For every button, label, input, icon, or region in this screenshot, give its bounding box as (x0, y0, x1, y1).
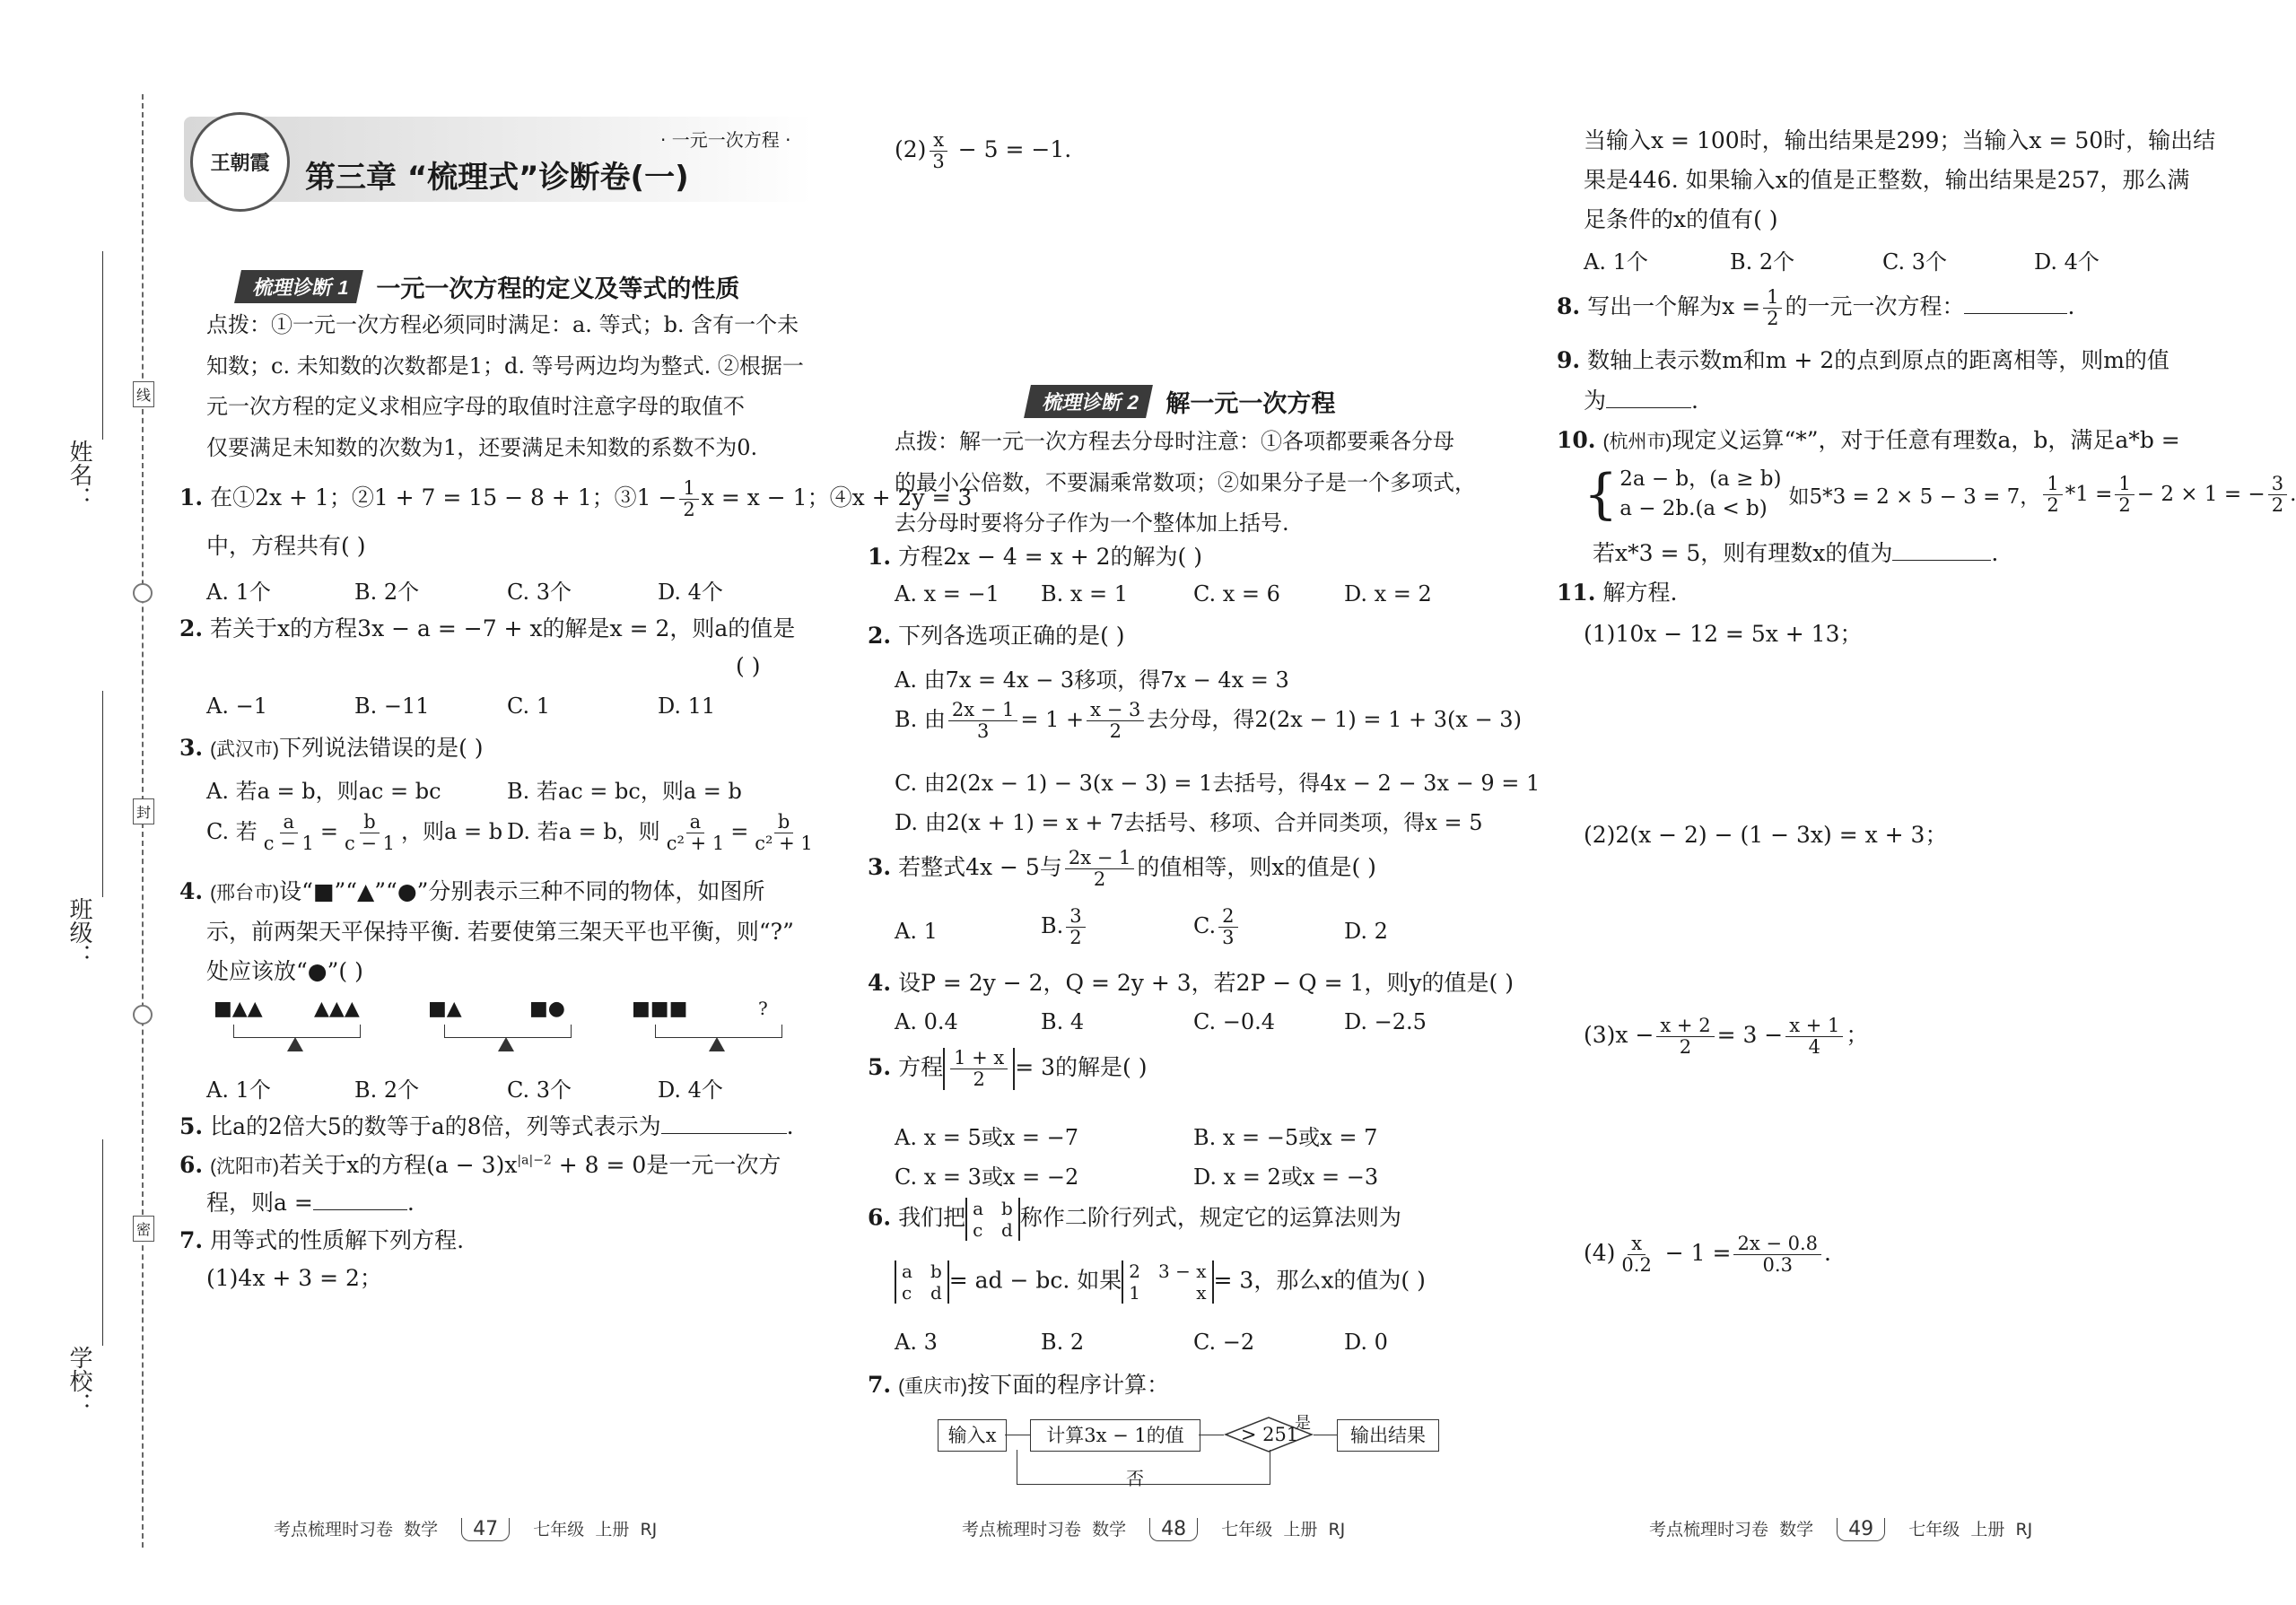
q3-option-a[interactable]: A. 若a = b，则ac = bc (206, 779, 441, 804)
q4-option-c[interactable]: C. −0.4 (1193, 1009, 1276, 1034)
q2-option-c[interactable]: C. 1 (507, 693, 551, 719)
brace-icon: { (1584, 463, 1619, 527)
scale-1-right: ▲▲▲ (314, 998, 360, 1020)
binding-mark-line: 线 (133, 381, 154, 407)
binding-hole-icon (133, 1005, 153, 1025)
question-1: 1. 在①2x + 1；②1 + 7 = 15 − 8 + 1；③1 − $\frac{1}{2}$ x = x − 1；④x + 2y = 3 (179, 477, 973, 521)
topic-label: · 一元一次方程 · (660, 129, 791, 151)
scale-2-left: ■▲ (428, 998, 462, 1020)
binding-mark-seal: 封 (133, 798, 154, 824)
q3-option-c[interactable]: C. $\frac{2}{3}$ (1193, 906, 1241, 948)
question-5: 5. 方程 $\frac{1 + x}{2}$ = 3的解是( ) (868, 1047, 1148, 1091)
q1-option-b[interactable]: B. 2个 (354, 580, 420, 605)
question-9: 9. 数轴上表示数m和m + 2的点到原点的距离相等，则m的值 (1557, 347, 2169, 373)
class-label: 班级： (65, 897, 92, 967)
determinant-example: 2 3 − x 1 x (1122, 1260, 1213, 1304)
question-11-part-2: (2)2(x − 2) − (1 − 3x) = x + 3； (1584, 822, 1948, 848)
determinant-template: a b c d (965, 1198, 1020, 1241)
q2-option-b[interactable]: B. 由 $\frac{2x - 1}{3}$ = 1 + $\frac{x - 3}{2}$ 去分母，得2(2x − 1) = 1 + 3(x − 3) (895, 699, 1522, 743)
q3-option-a[interactable]: A. 1 (895, 919, 938, 944)
q3-option-d[interactable]: D. 2 (1344, 919, 1388, 944)
page-number: 48 (1149, 1518, 1198, 1541)
footer-page-47: 考点梳理时习卷 数学 47 七年级 上册 RJ (274, 1518, 658, 1540)
question-2: 2. 下列各选项正确的是( ) (868, 623, 1125, 649)
name-field[interactable] (102, 251, 103, 440)
tip-line: 的最小公倍数，不要漏乘常数项；②如果分子是一个多项式， (895, 469, 1476, 495)
section-2-header (1027, 384, 1335, 419)
q1-option-d[interactable]: D. 4个 (658, 580, 723, 605)
q7-option-d[interactable]: D. 4个 (2034, 249, 2100, 275)
question-6-cont: 程，则a = . (206, 1190, 415, 1216)
question-11-part-4: (4) $\frac{x}{0.2}$ − 1 = $\frac{2x - 0.8}{0.3}$ . (1584, 1233, 1831, 1277)
answer-paren[interactable]: ( ) (736, 653, 761, 679)
q2-option-a[interactable]: A. 由7x = 4x − 3移项，得7x − 4x = 3 (895, 667, 1289, 693)
q1-option-b[interactable]: B. x = 1 (1041, 581, 1129, 606)
flow-yes-label: 是 (1295, 1414, 1311, 1433)
scale-1-left: ■▲▲ (214, 998, 263, 1020)
tip-line: 元一次方程的定义求相应字母的取值时注意字母的取值不 (206, 394, 745, 420)
question-7-part-1: (1)4x + 3 = 2； (206, 1265, 382, 1291)
flow-output-box: 输出结果 (1337, 1419, 1439, 1452)
q3-option-c[interactable]: C. 若 $\frac{a}{c - 1}$ = $\frac{b}{c - 1}$ ，则a = b (206, 811, 503, 855)
scale-3-right: ? (758, 998, 768, 1019)
answer-blank[interactable] (661, 1133, 787, 1134)
question-7: 7. (重庆市)按下面的程序计算： (868, 1372, 1170, 1398)
school-label: 学校： (65, 1346, 92, 1416)
section-title: 解一元一次方程 (1165, 390, 1336, 418)
q4-option-b[interactable]: B. 4 (1041, 1009, 1085, 1034)
fulcrum-icon (709, 1037, 725, 1051)
section-badge: 梳理诊断 2 (1024, 385, 1153, 418)
question-10-definition: { 2a − b，(a ≥ b) a − 2b.(a < b) 如5*3 = 2 × 5 − 3 = 7， $\frac{1}{2}$ *1 = $\frac{1}{2}$ − 2 × 1 = − $\frac{3}{2}$ . (1584, 463, 2296, 527)
tip-line: 仅要满足未知数的次数为1，还要满足未知数的系数不为0. (206, 434, 758, 460)
answer-blank[interactable] (1964, 313, 2067, 314)
question-5: 5. 比a的2倍大5的数等于a的8倍，列等式表示为 . (179, 1113, 794, 1139)
flow-condition-label: > 251 (1240, 1424, 1299, 1445)
page-number: 47 (461, 1518, 510, 1541)
question-8: 8. 写出一个解为x = $\frac{1}{2}$ 的一元一次方程： . (1557, 286, 2075, 330)
question-11-part-3: (3)x − $\frac{x + 2}{2}$ = 3 − $\frac{x + 1}{4}$ ； (1584, 1015, 1869, 1059)
q2-option-c[interactable]: C. 由2(2x − 1) − 3(x − 3) = 1去括号，得4x − 2 − 3x − 9 = 1 (895, 771, 1541, 796)
question-11: 11. 解方程. (1557, 580, 1678, 606)
q4-option-d[interactable]: D. 4个 (658, 1077, 723, 1103)
tip-block (895, 422, 1476, 545)
question-4: 4. (邢台市)设“■”“▲”“●”分别表示三种不同的物体，如图所 (179, 878, 765, 904)
q6-option-c[interactable]: C. −2 (1193, 1330, 1255, 1355)
tip-line: 去分母时要将分子作为一个整体加上括号. (895, 510, 1289, 536)
question-10: 10. (杭州市)现定义运算“*”，对于任意有理数a，b，满足a*b = (1557, 427, 2180, 453)
q6-option-a[interactable]: A. 3 (895, 1330, 938, 1355)
question-7-part-2: (2) $\frac{x}{3}$ − 5 = −1. (895, 129, 1072, 173)
question-3: 3. (武汉市)下列说法错误的是( ) (179, 735, 484, 761)
question-6-cont: a b c d = ad − bc. 如果 2 3 − x 1 x = 3，那么x的值为( ) (895, 1260, 1426, 1304)
question-6: 6. 我们把 a b c d 称作二阶行列式，规定它的运算法则为 (868, 1198, 1401, 1241)
footer-page-48: 考点梳理时习卷 数学 48 七年级 上册 RJ (962, 1518, 1346, 1540)
section-1-header (238, 269, 739, 304)
section-badge: 梳理诊断 1 (234, 270, 363, 303)
q4-option-a[interactable]: A. 0.4 (895, 1009, 958, 1034)
publisher-logo (190, 112, 290, 212)
q2-option-a[interactable]: A. −1 (206, 693, 267, 719)
q5-option-d[interactable]: D. x = 2或x = −3 (1193, 1164, 1379, 1190)
footer-page-49: 考点梳理时习卷 数学 49 七年级 上册 RJ (1649, 1518, 2033, 1540)
tip-line: 点拨：解一元一次方程去分母时注意：①各项都要乘各分母 (895, 429, 1454, 454)
question-6: 6. (沈阳市)若关于x的方程$(a - 3)x^{|a|-2} + 8 = 0$是一元一次方 (179, 1152, 781, 1178)
flow-calc-box: 计算3x − 1的值 (1030, 1419, 1200, 1452)
class-field[interactable] (102, 691, 103, 897)
binding-mark-secret: 密 (133, 1216, 154, 1242)
q7-option-b[interactable]: B. 2个 (1730, 249, 1795, 275)
q2-option-b[interactable]: B. −11 (354, 693, 430, 719)
question-7: 7. 用等式的性质解下列方程. (179, 1227, 465, 1253)
q5-option-b[interactable]: B. x = −5或x = 7 (1193, 1125, 1378, 1150)
publisher-logo-text: 王朝霞 (210, 152, 270, 175)
q6-option-d[interactable]: D. 0 (1344, 1330, 1388, 1355)
q2-option-d[interactable]: D. 由2(x + 1) = x + 7去括号、移项、合并同类项，得x = 5 (895, 810, 1483, 835)
question-4-line: 处应该放“●”( ) (206, 958, 363, 984)
question-2: 2. 若关于x的方程3x − a = −7 + x的解是x = 2，则a的值是 (179, 615, 796, 641)
question-9-cont: 为 . (1584, 388, 1698, 414)
answer-blank[interactable] (1892, 560, 1991, 561)
fulcrum-icon (498, 1037, 514, 1051)
answer-blank[interactable] (313, 1209, 407, 1210)
chapter-title: 第三章 “梳理式”诊断卷(一) (305, 160, 689, 196)
q4-option-a[interactable]: A. 1个 (206, 1077, 271, 1103)
q4-option-b[interactable]: B. 2个 (354, 1077, 420, 1103)
q3-option-b[interactable]: B. 若ac = bc，则a = b (507, 779, 742, 804)
question-4: 4. 设P = 2y − 2，Q = 2y + 3，若2P − Q = 1，则y的值是( ) (868, 970, 1515, 996)
q5-option-a[interactable]: A. x = 5或x = −7 (895, 1125, 1079, 1150)
flow-input-box: 输入x (938, 1419, 1007, 1452)
scale-2-right: ■● (529, 998, 565, 1020)
question-3: 3. 若整式4x − 5与 $\frac{2x - 1}{2}$ 的值相等，则x的值是( ) (868, 847, 1376, 891)
q7-option-c[interactable]: C. 3个 (1882, 249, 1948, 275)
q5-option-c[interactable]: C. x = 3或x = −2 (895, 1164, 1079, 1190)
question-4-line: 示，前两架天平保持平衡. 若要使第三架天平也平衡，则“?” (206, 919, 794, 945)
flowchart (938, 1416, 1440, 1498)
question-11-part-1: (1)10x − 12 = 5x + 13； (1584, 621, 1863, 647)
q3-option-b[interactable]: B. $\frac{3}{2}$ (1041, 906, 1088, 948)
balance-scales-figure (206, 998, 816, 1060)
q4-option-d[interactable]: D. −2.5 (1344, 1009, 1427, 1034)
flow-no-label: 否 (1126, 1468, 1144, 1489)
q1-option-a[interactable]: A. x = −1 (895, 581, 1000, 606)
tip-line: 知数；c. 未知数的次数都是1；d. 等号两边均为整式. ②根据一 (206, 353, 804, 379)
section-title: 一元一次方程的定义及等式的性质 (376, 275, 740, 303)
tip-block (206, 305, 804, 468)
question-10-cont: 若x*3 = 5，则有理数x的值为 . (1593, 540, 1999, 566)
fulcrum-icon (287, 1037, 303, 1051)
q1-option-d[interactable]: D. x = 2 (1344, 581, 1432, 606)
q4-option-c[interactable]: C. 3个 (507, 1077, 572, 1103)
q1-option-a[interactable]: A. 1个 (206, 580, 271, 605)
q1-option-c[interactable]: C. 3个 (507, 580, 572, 605)
name-label: 姓名： (65, 440, 92, 510)
answer-blank[interactable] (1606, 407, 1691, 408)
question-1: 1. 方程2x − 4 = x + 2的解为( ) (868, 544, 1202, 570)
determinant-template: a b c d (895, 1260, 949, 1304)
q7-option-a[interactable]: A. 1个 (1584, 249, 1648, 275)
school-field[interactable] (102, 1139, 103, 1346)
q2-option-d[interactable]: D. 11 (658, 693, 716, 719)
question-1-cont: 中，方程共有( ) (206, 533, 366, 559)
page-number: 49 (1837, 1518, 1885, 1541)
q6-option-b[interactable]: B. 2 (1041, 1330, 1085, 1355)
q1-option-c[interactable]: C. x = 6 (1193, 581, 1280, 606)
question-7-cont: 当输入x = 100时，输出结果是299；当输入x = 50时，输出结 果是446. 如果输入x的值是正整数，输出结果是257，那么满 足条件的x的值有( ) (1584, 127, 2216, 232)
q3-option-d[interactable]: D. 若a = b，则 $\frac{a}{\text{c² + 1}}$ = $\frac{b}{\text{c² + 1}}$ (507, 811, 813, 855)
tip-line: 点拨：①一元一次方程必须同时满足：a. 等式；b. 含有一个未 (206, 312, 799, 337)
scale-3-left: ■■■ (632, 998, 688, 1020)
binding-hole-icon (133, 583, 153, 603)
